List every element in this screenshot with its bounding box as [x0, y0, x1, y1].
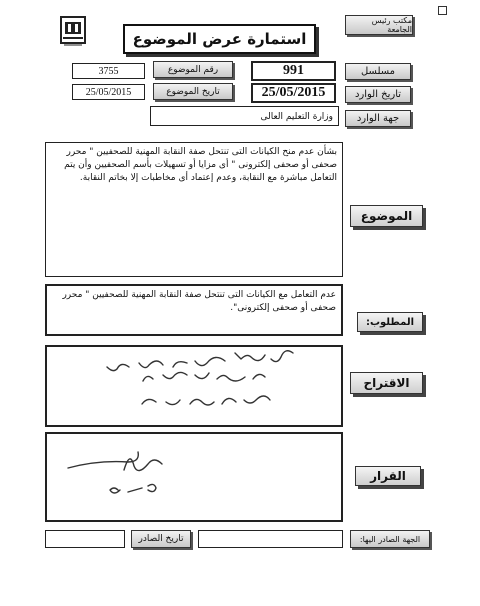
topic-number-value: 3755 [72, 63, 145, 79]
incoming-date-value: 25/05/2015 [251, 83, 336, 103]
form-title: استمارة عرض الموضوع [123, 24, 316, 54]
signature [60, 440, 180, 510]
issue-date-label: تاريخ الصادر [131, 530, 191, 548]
source-value: وزارة التعليم العالى [150, 106, 339, 126]
topic-number-label: رقم الموضوع [153, 61, 233, 78]
subject-label: الموضوع [350, 205, 423, 227]
proposal-label: الاقتراح [350, 372, 423, 394]
proposal-handwriting [60, 345, 340, 427]
issue-date-field[interactable] [45, 530, 125, 548]
topic-date-label: تاريخ الموضوع [153, 83, 233, 100]
serial-label: مسلسل [345, 63, 411, 80]
required-text: عدم التعامل مع الكيانات التى تنتحل صفة النقابة المهنية للصحفيين " محرر صحفى أو صحفى إلكترونى". [45, 284, 343, 336]
required-label: المطلوب: [357, 312, 423, 332]
serial-value: 991 [251, 61, 336, 81]
incoming-date-label: تاريخ الوارد [345, 86, 411, 103]
source-label: جهة الوارد [345, 110, 411, 127]
topic-date-value: 25/05/2015 [72, 84, 145, 100]
issuer-label: الجهة الصادر اليها: [350, 530, 430, 548]
corner-mark [438, 6, 447, 15]
subject-text: بشأن عدم منح الكيانات التى تنتحل صفة النقابة المهنية للصحفيين " محرر صحفى أو صحفى إلكترونى " أى مزايا أو تسهيلات بأسم الصحفيين وأن يتم التعامل مباشرة مع النقابة، وعدم إعتماد أى مخاطبات إلا بخاتم النقابة. [45, 142, 343, 277]
university-logo [58, 14, 88, 48]
decision-label: القرار [355, 466, 421, 486]
office-label: مكتب رئيس الجامعة [345, 15, 413, 35]
issuer-field[interactable] [198, 530, 343, 548]
